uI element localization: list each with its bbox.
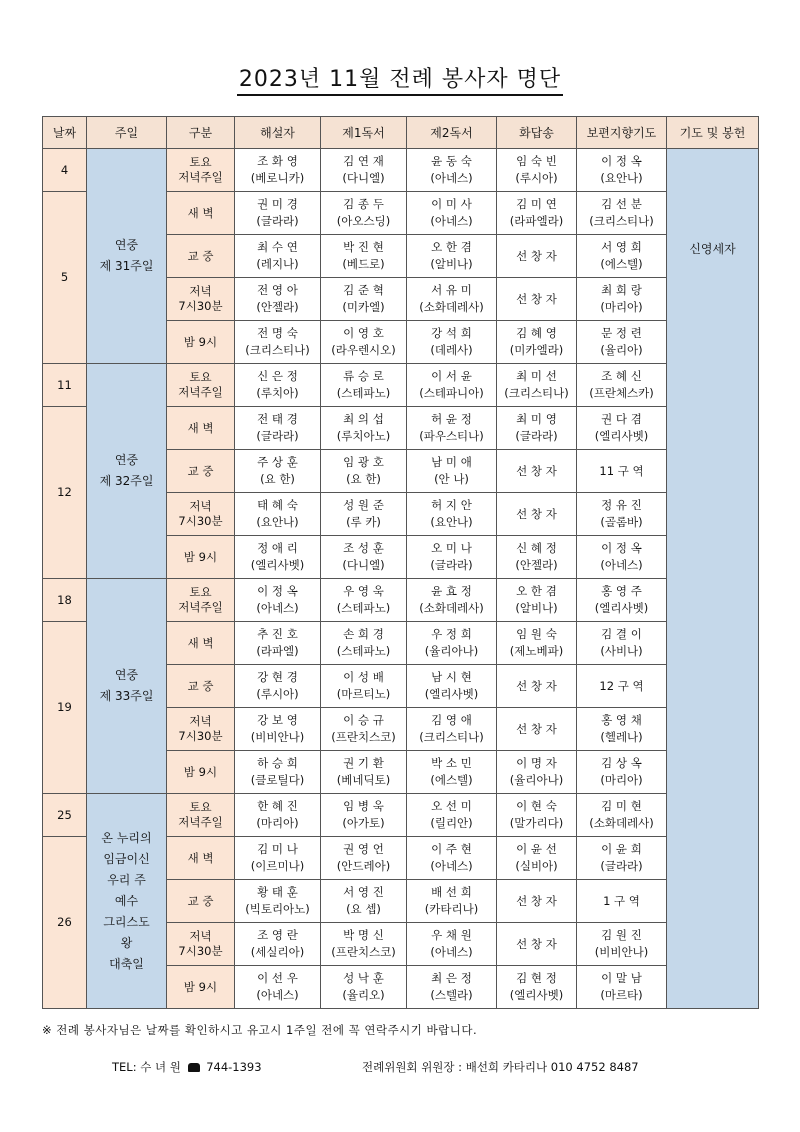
mass-type-cell: 저녁 7시30분 (167, 493, 235, 536)
volunteer-cell: 임 광 호 (요 한) (321, 450, 407, 493)
volunteer-cell: 김 영 애 (크리스티나) (407, 708, 497, 751)
volunteer-cell: 오 한 겸 (알비나) (407, 235, 497, 278)
date-cell: 4 (43, 149, 87, 192)
date-cell: 18 (43, 579, 87, 622)
volunteer-cell: 박 진 현 (베드로) (321, 235, 407, 278)
volunteer-cell: 서 영 진 (요 셉) (321, 880, 407, 923)
volunteer-cell: 박 소 민 (에스텔) (407, 751, 497, 794)
volunteer-cell: 오 선 미 (릴리안) (407, 794, 497, 837)
mass-type-cell: 새 벽 (167, 837, 235, 880)
volunteer-cell: 김 미 현 (소화데레사) (577, 794, 667, 837)
volunteer-cell: 추 진 호 (라파엘) (235, 622, 321, 665)
volunteer-cell: 선 창 자 (497, 278, 577, 321)
prayer-offering-cell: 신영세자 (667, 149, 759, 1009)
volunteer-cell: 남 미 애 (안 나) (407, 450, 497, 493)
table-row (43, 579, 759, 622)
volunteer-cell: 오 한 겸 (알비나) (497, 579, 577, 622)
volunteer-cell: 서 유 미 (소화데레사) (407, 278, 497, 321)
header-row (43, 117, 759, 149)
volunteer-cell: 홍 영 채 (헬레나) (577, 708, 667, 751)
volunteer-cell: 최 미 영 (글라라) (497, 407, 577, 450)
date-cell: 25 (43, 794, 87, 837)
sunday-cell: 연중 제 33주일 (87, 579, 167, 794)
volunteer-cell: 문 정 련 (율리아) (577, 321, 667, 364)
volunteer-cell: 김 준 혁 (미카엘) (321, 278, 407, 321)
volunteer-cell: 이 윤 희 (글라라) (577, 837, 667, 880)
volunteer-cell: 선 창 자 (497, 708, 577, 751)
notice-text: ※ 전례 봉사자님은 날짜를 확인하시고 유고시 1주일 전에 꼭 연락주시기 바랍니다. (42, 1023, 478, 1037)
table-row (43, 149, 759, 192)
tel-contact (112, 1059, 262, 1075)
mass-type-cell: 저녁 7시30분 (167, 708, 235, 751)
volunteer-cell: 강 석 희 (데레사) (407, 321, 497, 364)
volunteer-cell: 정 유 진 (골롬바) (577, 493, 667, 536)
column-header: 제1독서 (321, 117, 407, 149)
mass-type-cell: 저녁 7시30분 (167, 923, 235, 966)
volunteer-cell: 최 의 섭 (루치아노) (321, 407, 407, 450)
volunteer-cell: 임 병 욱 (아가토) (321, 794, 407, 837)
volunteer-cell: 홍 영 주 (엘리사벳) (577, 579, 667, 622)
sunday-cell: 연중 제 32주일 (87, 364, 167, 579)
volunteer-cell: 윤 동 숙 (아네스) (407, 149, 497, 192)
volunteer-cell: 조 화 영 (베로니카) (235, 149, 321, 192)
mass-type-cell: 밤 9시 (167, 536, 235, 579)
date-cell: 19 (43, 622, 87, 794)
volunteer-cell: 전 태 경 (글라라) (235, 407, 321, 450)
volunteer-cell: 서 영 희 (에스텔) (577, 235, 667, 278)
volunteer-cell: 권 다 겸 (엘리사벳) (577, 407, 667, 450)
date-cell: 12 (43, 407, 87, 579)
volunteer-cell: 선 창 자 (497, 450, 577, 493)
schedule-table (42, 116, 759, 1009)
volunteer-cell: 신 은 정 (루치아) (235, 364, 321, 407)
volunteer-cell: 조 영 란 (세실리아) (235, 923, 321, 966)
table-body (43, 149, 759, 1009)
volunteer-cell: 오 미 나 (글라라) (407, 536, 497, 579)
volunteer-cell: 성 낙 훈 (율리오) (321, 966, 407, 1009)
volunteer-cell: 이 주 현 (아네스) (407, 837, 497, 880)
volunteer-cell: 전 영 아 (안젤라) (235, 278, 321, 321)
volunteer-cell: 김 현 정 (엘리사벳) (497, 966, 577, 1009)
mass-type-cell: 밤 9시 (167, 966, 235, 1009)
sunday-cell: 온 누리의 임금이신 우리 주 예수 그리스도 왕 대축일 (87, 794, 167, 1009)
volunteer-cell: 임 숙 빈 (루시아) (497, 149, 577, 192)
mass-type-cell: 토요 저녁주일 (167, 364, 235, 407)
mass-type-cell: 교 중 (167, 235, 235, 278)
volunteer-cell: 김 연 재 (다니엘) (321, 149, 407, 192)
volunteer-cell: 선 창 자 (497, 880, 577, 923)
tel-number: 744-1393 (206, 1060, 262, 1074)
chairperson-contact: 전례위원회 위원장 : 배선희 카타리나 010 4752 8487 (362, 1060, 639, 1074)
page-title: 2023년 11월 전례 봉사자 명단 (0, 62, 800, 93)
volunteer-cell: 선 창 자 (497, 235, 577, 278)
volunteer-cell: 이 승 규 (프란치스코) (321, 708, 407, 751)
volunteer-cell: 이 말 남 (마르타) (577, 966, 667, 1009)
volunteer-cell: 우 영 욱 (스테파노) (321, 579, 407, 622)
column-header: 주일 (87, 117, 167, 149)
volunteer-cell: 하 승 희 (클로틸다) (235, 751, 321, 794)
volunteer-cell: 이 윤 선 (실비아) (497, 837, 577, 880)
volunteer-cell: 주 상 훈 (요 한) (235, 450, 321, 493)
volunteer-cell: 황 태 훈 (빅토리아노) (235, 880, 321, 923)
volunteer-cell: 정 애 리 (엘리사벳) (235, 536, 321, 579)
volunteer-cell: 김 상 옥 (마리아) (577, 751, 667, 794)
volunteer-cell: 전 명 숙 (크리스티나) (235, 321, 321, 364)
volunteer-cell: 선 창 자 (497, 923, 577, 966)
mass-type-cell: 밤 9시 (167, 751, 235, 794)
volunteer-cell: 조 성 훈 (다니엘) (321, 536, 407, 579)
mass-type-cell: 토요 저녁주일 (167, 579, 235, 622)
column-header: 날짜 (43, 117, 87, 149)
date-cell: 11 (43, 364, 87, 407)
column-header: 제2독서 (407, 117, 497, 149)
date-cell: 26 (43, 837, 87, 1009)
volunteer-cell: 성 원 준 (루 카) (321, 493, 407, 536)
volunteer-cell: 이 미 사 (아네스) (407, 192, 497, 235)
volunteer-cell: 김 종 두 (아오스딩) (321, 192, 407, 235)
mass-type-cell: 저녁 7시30분 (167, 278, 235, 321)
volunteer-cell: 1 구 역 (577, 880, 667, 923)
date-cell: 5 (43, 192, 87, 364)
volunteer-cell: 허 윤 정 (파우스티나) (407, 407, 497, 450)
table-row (43, 794, 759, 837)
volunteer-cell: 최 미 선 (크리스티나) (497, 364, 577, 407)
volunteer-cell: 이 서 윤 (스테파니아) (407, 364, 497, 407)
volunteer-cell: 이 정 옥 (아네스) (235, 579, 321, 622)
mass-type-cell: 새 벽 (167, 192, 235, 235)
column-header: 보편지향기도 (577, 117, 667, 149)
mass-type-cell: 교 중 (167, 450, 235, 493)
volunteer-cell: 김 미 연 (라파엘라) (497, 192, 577, 235)
volunteer-cell: 김 선 분 (크리스티나) (577, 192, 667, 235)
volunteer-cell: 이 선 우 (아네스) (235, 966, 321, 1009)
volunteer-cell: 신 혜 정 (안젤라) (497, 536, 577, 579)
volunteer-cell: 손 희 경 (스테파노) (321, 622, 407, 665)
volunteer-cell: 김 원 진 (비비안나) (577, 923, 667, 966)
volunteer-cell: 이 명 자 (율리아나) (497, 751, 577, 794)
volunteer-cell: 김 미 나 (이르미나) (235, 837, 321, 880)
volunteer-cell: 류 승 로 (스테파노) (321, 364, 407, 407)
mass-type-cell: 새 벽 (167, 407, 235, 450)
mass-type-cell: 토요 저녁주일 (167, 794, 235, 837)
volunteer-cell: 남 시 현 (엘리사벳) (407, 665, 497, 708)
volunteer-cell: 최 희 랑 (마리아) (577, 278, 667, 321)
mass-type-cell: 새 벽 (167, 622, 235, 665)
volunteer-cell: 태 혜 숙 (요안나) (235, 493, 321, 536)
volunteer-cell: 선 창 자 (497, 665, 577, 708)
tel-label: TEL: 수 녀 원 (112, 1060, 181, 1074)
volunteer-cell: 우 채 원 (아네스) (407, 923, 497, 966)
volunteer-cell: 조 혜 신 (프란체스카) (577, 364, 667, 407)
volunteer-cell: 선 창 자 (497, 493, 577, 536)
sunday-cell: 연중 제 31주일 (87, 149, 167, 364)
volunteer-cell: 권 미 경 (글라라) (235, 192, 321, 235)
phone-icon (188, 1063, 200, 1072)
volunteer-cell: 박 명 신 (프란치스코) (321, 923, 407, 966)
volunteer-cell: 임 원 숙 (제노베파) (497, 622, 577, 665)
volunteer-cell: 이 영 호 (라우렌시오) (321, 321, 407, 364)
volunteer-cell: 최 수 연 (레지나) (235, 235, 321, 278)
volunteer-cell: 김 결 이 (사비나) (577, 622, 667, 665)
column-header: 기도 및 봉헌 (667, 117, 759, 149)
volunteer-cell: 11 구 역 (577, 450, 667, 493)
volunteer-cell: 강 현 경 (루시아) (235, 665, 321, 708)
volunteer-cell: 이 성 배 (마르티노) (321, 665, 407, 708)
column-header: 해설자 (235, 117, 321, 149)
volunteer-cell: 허 지 안 (요안나) (407, 493, 497, 536)
volunteer-cell: 한 혜 진 (마리아) (235, 794, 321, 837)
volunteer-cell: 이 정 옥 (아네스) (577, 536, 667, 579)
volunteer-cell: 이 정 옥 (요안나) (577, 149, 667, 192)
column-header: 화답송 (497, 117, 577, 149)
volunteer-cell: 최 은 정 (스텔라) (407, 966, 497, 1009)
column-header: 구분 (167, 117, 235, 149)
volunteer-cell: 12 구 역 (577, 665, 667, 708)
volunteer-cell: 권 영 언 (안드레아) (321, 837, 407, 880)
volunteer-cell: 권 기 환 (베네딕토) (321, 751, 407, 794)
volunteer-cell: 이 현 숙 (말가리다) (497, 794, 577, 837)
volunteer-cell: 우 정 희 (율리아나) (407, 622, 497, 665)
mass-type-cell: 토요 저녁주일 (167, 149, 235, 192)
volunteer-cell: 강 보 영 (비비안나) (235, 708, 321, 751)
mass-type-cell: 교 중 (167, 665, 235, 708)
table-row (43, 364, 759, 407)
mass-type-cell: 밤 9시 (167, 321, 235, 364)
volunteer-cell: 윤 효 정 (소화데레사) (407, 579, 497, 622)
volunteer-cell: 김 혜 영 (미카엘라) (497, 321, 577, 364)
volunteer-cell: 배 선 희 (카타리나) (407, 880, 497, 923)
mass-type-cell: 교 중 (167, 880, 235, 923)
